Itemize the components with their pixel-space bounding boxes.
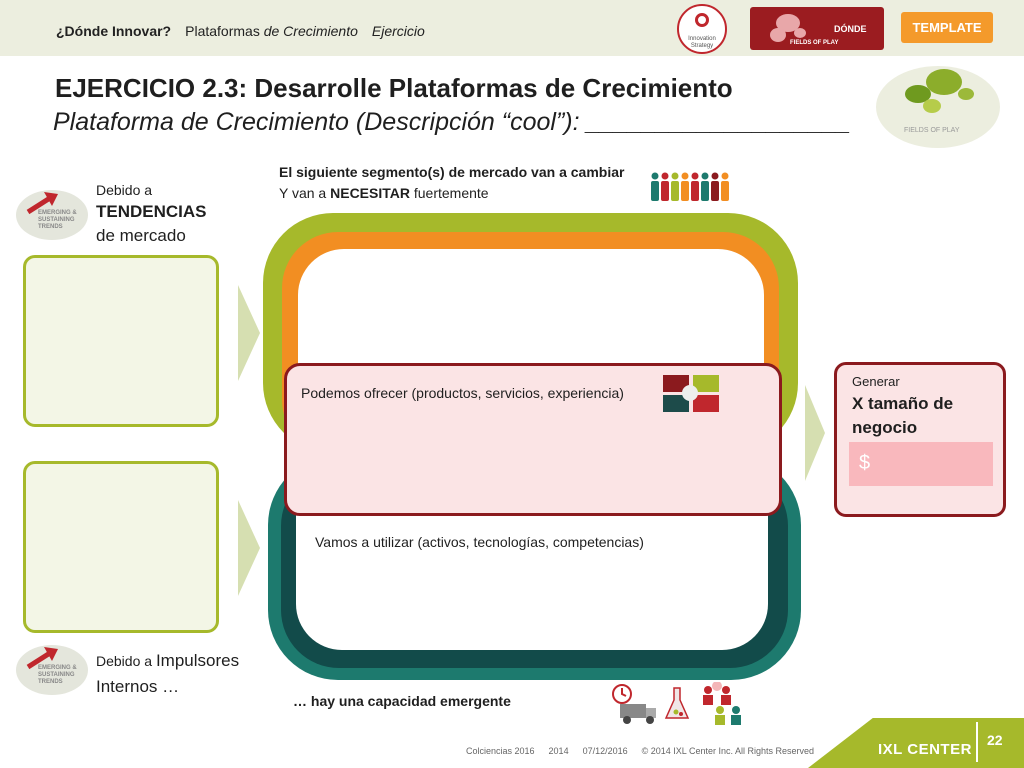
ixl-center-logo: IXL CENTER	[878, 741, 972, 758]
segment-line-2-bold: NECESITAR	[330, 185, 410, 201]
capabilities-icons	[612, 682, 752, 726]
dollar-sign: $	[859, 452, 871, 474]
team-icon	[703, 682, 741, 725]
footer-item: 07/12/2016	[582, 746, 628, 756]
segment-line-2-pre: Y van a	[279, 185, 331, 201]
products-services-icon	[663, 375, 720, 413]
people-group-icon	[650, 170, 734, 204]
clock-truck-icon	[613, 685, 656, 724]
drivers-label	[96, 651, 239, 671]
breadcrumb-ejercicio[interactable]: Ejercicio	[371, 23, 425, 39]
capacity-label: … hay una capacidad emergente	[293, 693, 511, 709]
innovation-logo-text: Innovation Strategy	[688, 36, 716, 49]
page-subtitle: Plataforma de Crecimiento (Descripción “cool”): ___________________	[53, 108, 851, 136]
page-number: 22	[987, 732, 1003, 748]
trends-input-box[interactable]	[23, 255, 219, 427]
breadcrumb-plataformas[interactable]: Plataformas	[185, 23, 264, 39]
business-size-label-big: X tamaño de negocio	[852, 394, 954, 437]
trends-label-sub: de mercado	[96, 226, 186, 245]
trends-badge-text: EMERGING & SUSTAINING TRENDS	[38, 665, 77, 685]
trends-badge-text: EMERGING & SUSTAINING TRENDS	[38, 210, 77, 230]
chevron-right-icon	[805, 385, 825, 481]
offer-box[interactable]	[284, 363, 782, 516]
footer-item: © 2014 IXL Center Inc. All Rights Reserved	[641, 746, 815, 756]
business-size-label-small: Generar	[852, 374, 900, 389]
segment-line-2	[279, 185, 489, 201]
footer-item: Colciencias 2016	[466, 746, 535, 756]
drivers-input-box[interactable]	[23, 461, 219, 633]
chevron-right-icon	[238, 285, 260, 381]
segment-line-2-post: fuertemente	[409, 185, 489, 201]
trends-label-big: TENDENCIAS	[96, 202, 207, 221]
drivers-label-big: Impulsores	[155, 651, 240, 670]
donde-label: DÓNDE	[834, 24, 867, 34]
trends-badge-top	[16, 190, 88, 240]
donde-fields-of-play-button[interactable]	[750, 7, 884, 50]
page-title: EJERCICIO 2.3: Desarrolle Plataformas de Crecimiento	[55, 73, 733, 103]
drivers-label-line2: Internos …	[96, 677, 180, 696]
segment-line-1: El siguiente segmento(s) de mercado van a cambiar	[279, 164, 625, 180]
trends-badge-bottom	[16, 645, 88, 695]
target-icon	[695, 13, 709, 27]
chevron-right-icon	[238, 500, 260, 596]
use-label: Vamos a utilizar (activos, tecnologías, competencias)	[315, 534, 644, 550]
breadcrumb	[56, 23, 439, 39]
fields-of-play-logo	[876, 66, 1000, 148]
trends-label-small: Debido a	[96, 182, 153, 198]
offer-label: Podemos ofrecer (productos, servicios, experiencia)	[301, 385, 624, 401]
fields-of-play-blobs-icon	[896, 66, 996, 126]
footer-item: 2014	[548, 746, 569, 756]
money-input[interactable]	[849, 442, 993, 486]
breadcrumb-crecimiento[interactable]: de Crecimiento	[263, 23, 358, 39]
breadcrumb-donde[interactable]: ¿Dónde Innovar?	[56, 23, 172, 39]
innovation-strategy-logo	[677, 4, 727, 54]
fields-of-play-label: FIELDS OF PLAY	[790, 40, 839, 46]
template-badge[interactable]: TEMPLATE	[901, 12, 993, 43]
drivers-label-small: Debido a	[96, 653, 153, 669]
flask-icon	[666, 688, 688, 718]
footer-divider	[976, 722, 978, 762]
business-size-box[interactable]	[834, 362, 1006, 517]
fields-of-play-logo-text: FIELDS OF PLAY	[904, 127, 960, 134]
footer	[466, 746, 828, 756]
